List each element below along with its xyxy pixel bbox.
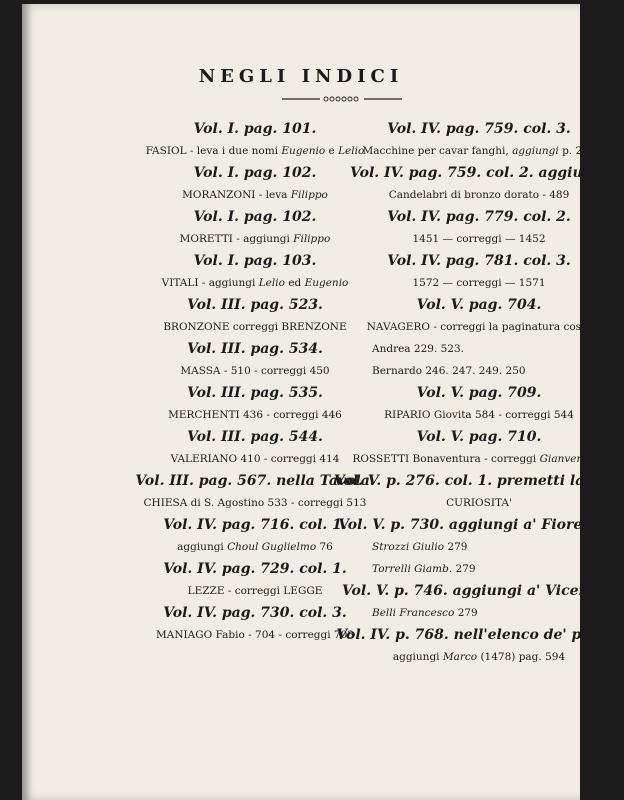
correction-text xyxy=(352,448,605,470)
italic-name: Choul Guglielmo xyxy=(227,541,317,553)
left-column xyxy=(130,118,380,646)
text-run: 1451 — correggi — 1452 xyxy=(412,233,546,245)
italic-name: Strozzi Giulio xyxy=(372,541,445,553)
correction-text xyxy=(354,338,464,360)
correction-text xyxy=(156,624,354,646)
text-run: ed xyxy=(284,277,305,289)
correction-text xyxy=(180,228,331,250)
text-run: (1478) pag. 594 xyxy=(477,651,566,663)
volume-reference: Vol. I. pag. 102. xyxy=(193,209,317,225)
volume-reference: Vol. V. pag. 704. xyxy=(416,297,542,313)
volume-reference: Vol. III. pag. 534. xyxy=(187,341,323,357)
italic-name: Belli Francesco xyxy=(372,607,455,619)
volume-reference: Vol. V. p. 276. col. 1. premetti la voce xyxy=(333,473,624,489)
text-run: CURIOSITA' xyxy=(446,497,512,509)
correction-text xyxy=(354,360,526,382)
volume-reference: Vol. IV. pag. 759. col. 2. aggiungi xyxy=(350,165,608,181)
volume-reference: Vol. IV. pag. 729. col. 1. xyxy=(163,561,347,577)
volume-reference: Vol. V. pag. 710. xyxy=(416,429,542,445)
italic-name: Filippo xyxy=(293,233,331,245)
italic-name: aggiungi xyxy=(512,145,559,157)
volume-reference: Vol. IV. pag. 730. col. 3. xyxy=(163,605,347,621)
correction-text xyxy=(393,646,565,668)
text-run: VITALI - aggiungi xyxy=(161,277,259,289)
text-run: RIPARIO Giovita 584 - correggi 544 xyxy=(384,409,574,421)
text-run: aggiungi xyxy=(177,541,228,553)
text-run: p. 204 xyxy=(558,145,596,157)
text-run: 279 xyxy=(444,541,468,553)
text-run: NAVAGERO - correggi la paginatura così : xyxy=(366,321,592,333)
correction-text xyxy=(188,580,323,602)
volume-reference: Vol. V. p. 746. aggiungi a' Vicentini xyxy=(341,583,617,599)
text-run: Bernardo 246. 247. 249. 250 xyxy=(372,365,526,377)
text-run: VALERIANO 410 - correggi 414 xyxy=(170,453,340,465)
correction-text xyxy=(389,184,570,206)
text-run: CHIESA di S. Agostino 533 - correggi 513 xyxy=(143,497,367,509)
text-run: Candelabri di bronzo dorato - 489 xyxy=(388,189,570,201)
correction-text xyxy=(168,404,342,426)
text-run: Andrea 229. 523. xyxy=(372,343,464,355)
correction-text xyxy=(362,140,595,162)
text-run: 76 xyxy=(316,541,333,553)
volume-reference: Vol. I. pag. 103. xyxy=(193,253,317,269)
page-spine-shadow xyxy=(22,4,32,800)
text-run: 279 xyxy=(452,563,476,575)
correction-text xyxy=(384,404,574,426)
correction-text xyxy=(182,184,328,206)
volume-reference: Vol. III. pag. 523. xyxy=(187,297,323,313)
volume-reference: Vol. IV. pag. 759. col. 3. xyxy=(387,121,571,137)
text-run: Macchine per cavar fanghi, xyxy=(362,145,513,157)
correction-text xyxy=(162,272,349,294)
correction-text xyxy=(177,536,333,558)
correction-text xyxy=(146,140,365,162)
text-run: aggiungi xyxy=(392,651,443,663)
text-run: 279 xyxy=(454,607,478,619)
correction-text xyxy=(163,316,346,338)
correction-text xyxy=(144,492,367,514)
text-run: LEZZE - correggi LEGGE xyxy=(187,585,323,597)
text-run: e xyxy=(325,145,339,157)
page-title: NEGLI INDICI xyxy=(198,66,404,87)
volume-reference: Vol. V. p. 730. aggiungi a' Fiorentini xyxy=(338,517,620,533)
volume-reference: Vol. V. pag. 709. xyxy=(416,385,542,401)
correction-text xyxy=(412,272,545,294)
italic-name: Lelio xyxy=(258,277,285,289)
correction-text xyxy=(180,360,329,382)
volume-reference: Vol. IV. pag. 779. col. 2. xyxy=(387,209,571,225)
text-run: MANIAGO Fabio - 704 - correggi 703 xyxy=(156,629,354,641)
text-run: FASIOL - leva i due nomi xyxy=(145,145,282,157)
ornament-divider xyxy=(280,94,404,104)
volume-reference: Vol. I. pag. 102. xyxy=(193,165,317,181)
text-run: MORANZONI - leva xyxy=(182,189,291,201)
italic-name: Eugenio xyxy=(304,277,349,289)
book-page xyxy=(22,4,624,800)
volume-reference: Vol. IV. p. 768. nell'elenco de' pittori xyxy=(336,627,622,643)
volume-reference: Vol. I. pag. 101. xyxy=(193,121,317,137)
text-run: MORETTI - aggiungi xyxy=(179,233,294,245)
text-run: MASSA - 510 - correggi 450 xyxy=(180,365,330,377)
correction-text xyxy=(412,228,545,250)
correction-text xyxy=(354,602,478,624)
correction-text xyxy=(171,448,340,470)
italic-name: Filippo xyxy=(290,189,328,201)
correction-text xyxy=(446,492,512,514)
text-run: BRONZONE correggi BRENZONE xyxy=(163,321,347,333)
correction-text xyxy=(354,536,467,558)
correction-text xyxy=(367,316,592,338)
italic-name: Gianventura xyxy=(539,453,606,465)
italic-name: Eugenio xyxy=(281,145,326,157)
volume-reference: Vol. III. pag. 544. xyxy=(187,429,323,445)
text-run: ROSSETTI Bonaventura - correggi xyxy=(352,453,540,465)
text-run: MERCHENTI 436 - correggi 446 xyxy=(168,409,342,421)
volume-reference: Vol. IV. pag. 716. col. 1. xyxy=(163,517,347,533)
correction-text xyxy=(354,558,476,580)
volume-reference: Vol. III. pag. 567. nella Tavola. xyxy=(135,473,375,489)
italic-name: Lelio xyxy=(338,145,365,157)
italic-name: Marco xyxy=(442,651,478,663)
volume-reference: Vol. IV. pag. 781. col. 3. xyxy=(387,253,571,269)
text-run: 1572 — correggi — 1571 xyxy=(412,277,546,289)
italic-name: Torrelli Giamb. xyxy=(372,563,453,575)
volume-reference: Vol. III. pag. 535. xyxy=(187,385,323,401)
